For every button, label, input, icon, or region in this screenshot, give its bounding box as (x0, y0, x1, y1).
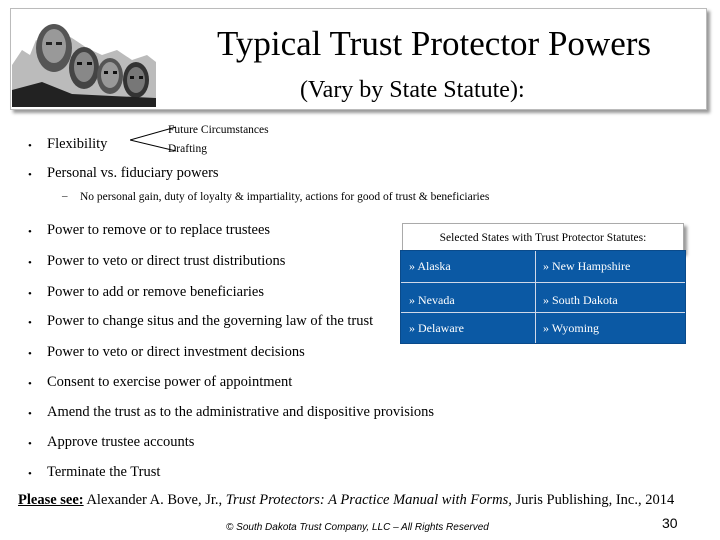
states-grid (400, 250, 686, 344)
branch-label: Drafting (168, 143, 207, 155)
bullet-flexibility: Flexibility (47, 136, 108, 152)
power-item: Terminate the Trust (47, 464, 161, 480)
state-nevada: » Nevada (409, 293, 455, 307)
bullet-marker: • (28, 348, 32, 360)
grid-divider (401, 312, 685, 313)
state-alaska: » Alaska (409, 259, 451, 273)
bullet-marker: • (28, 468, 32, 480)
state-south-dakota: » South Dakota (543, 293, 618, 307)
bullet-marker: • (28, 378, 32, 390)
state-delaware: » Delaware (409, 321, 464, 335)
power-item: Power to veto or direct investment decisions (47, 344, 305, 360)
mount-rushmore-image (12, 10, 156, 107)
power-item: Power to remove or to replace trustees (47, 222, 271, 238)
states-box-header: Selected States with Trust Protector Statutes: (402, 223, 684, 253)
bullet-personal-vs-fiduciary: Personal vs. fiduciary powers (47, 165, 219, 181)
citation-author: Alexander A. Bove, Jr., (83, 492, 226, 508)
sub-bullet-text: No personal gain, duty of loyalty & impartiality, actions for good of trust & beneficiaries (80, 191, 490, 203)
bullet-marker: • (28, 257, 32, 269)
bullet-marker: • (28, 317, 32, 329)
bullet-marker: • (28, 288, 32, 300)
power-item: Amend the trust as to the administrative and dispositive provisions (47, 404, 435, 420)
slide-subtitle: (Vary by State Statute): (300, 77, 525, 103)
citation-publisher: Juris Publishing, Inc., 2014 (511, 492, 675, 508)
bullet-marker: • (28, 140, 32, 152)
power-item: Power to veto or direct trust distributions (47, 253, 286, 269)
citation-label: Please see: (18, 492, 84, 508)
bullet-marker: • (28, 408, 32, 420)
bullet-marker: • (28, 169, 32, 181)
slide-title: Typical Trust Protector Powers (216, 24, 652, 63)
power-item: Power to add or remove beneficiaries (47, 284, 265, 300)
footer-copyright: © South Dakota Trust Company, LLC – All Rights Reserved (226, 522, 489, 533)
page-number: 30 (662, 515, 678, 531)
power-item: Approve trustee accounts (47, 434, 195, 450)
citation-book: Trust Protectors: A Practice Manual with Forms, (225, 492, 512, 508)
bullet-marker: • (28, 226, 32, 238)
branch-label: Future Circumstances (168, 124, 269, 136)
state-new-hampshire: » New Hampshire (543, 259, 631, 273)
bullet-marker: • (28, 438, 32, 450)
state-wyoming: » Wyoming (543, 321, 600, 335)
power-item: Power to change situs and the governing law of the trust (47, 313, 374, 329)
power-item: Consent to exercise power of appointment (47, 374, 293, 390)
citation (18, 492, 674, 509)
grid-divider (401, 282, 685, 283)
grid-divider (535, 251, 536, 343)
sub-bullet-dash: – (62, 190, 68, 202)
